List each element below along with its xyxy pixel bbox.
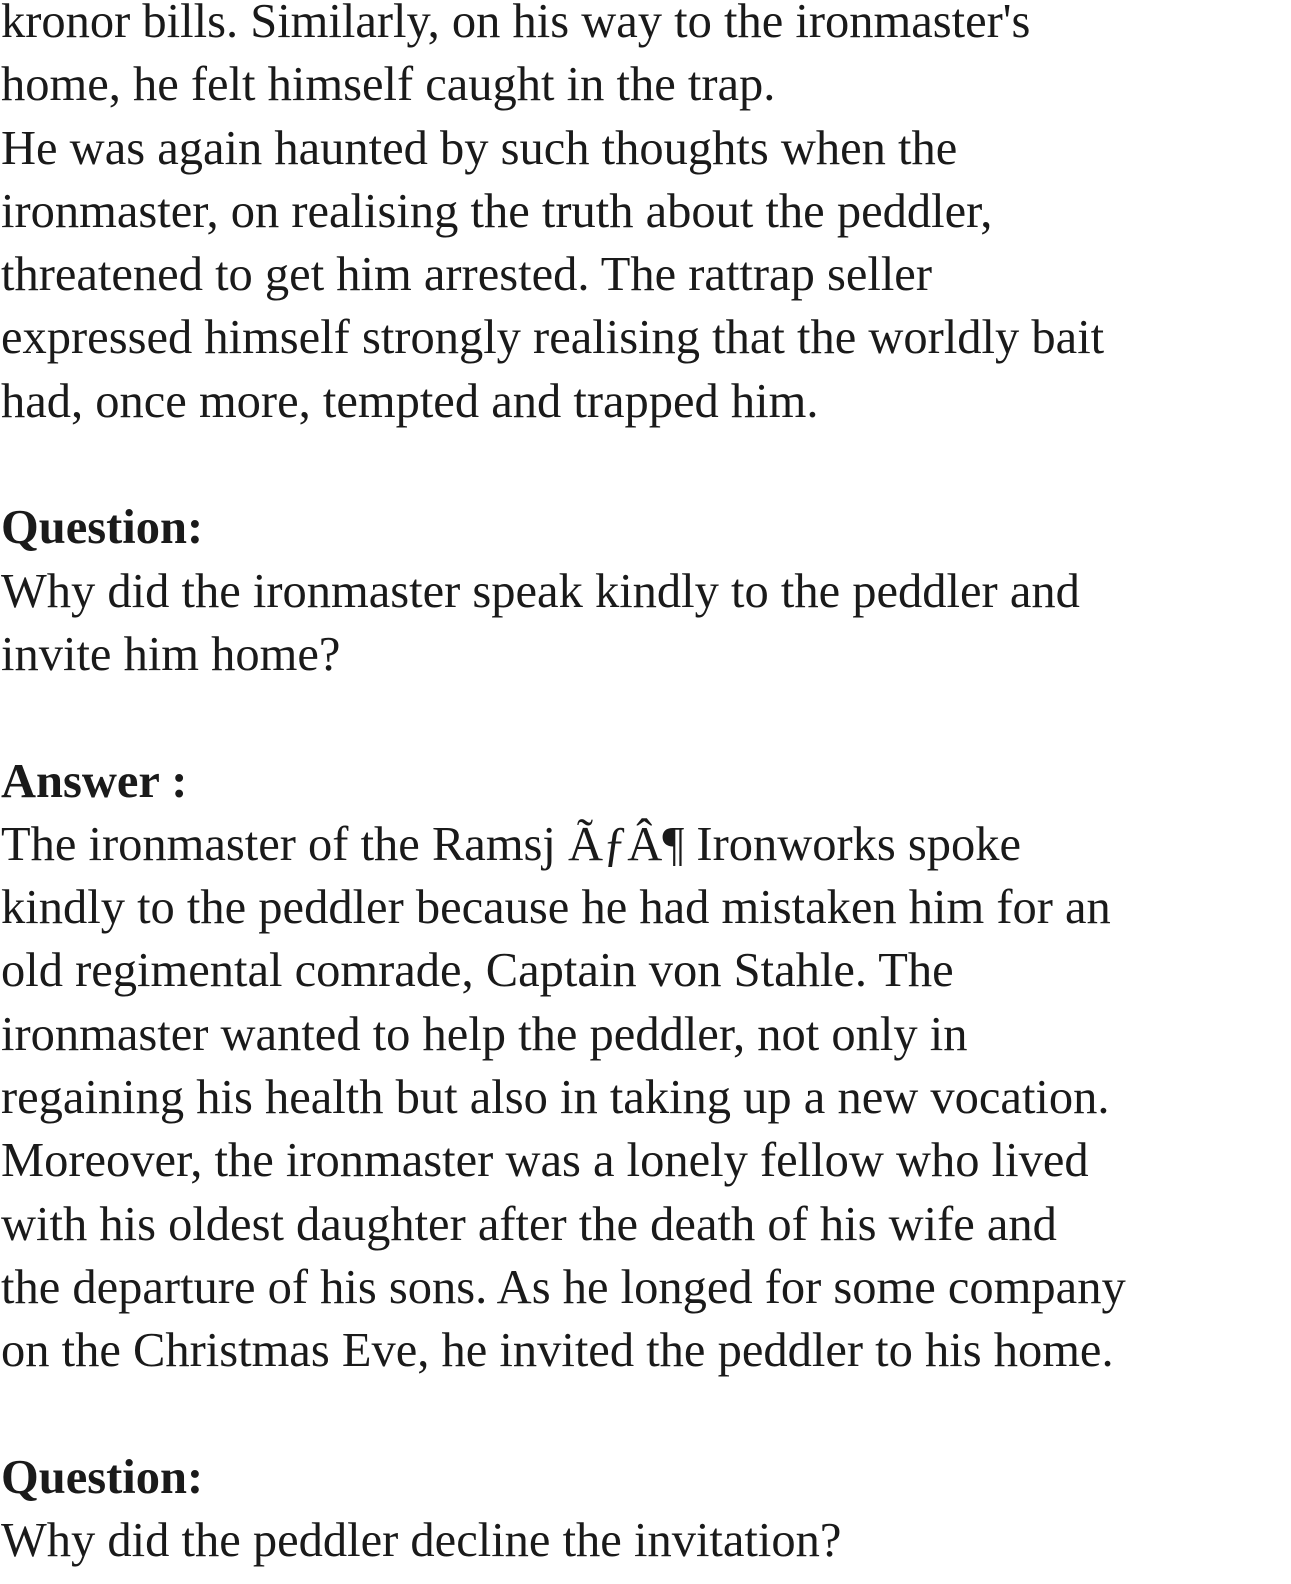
question-2 (1, 1446, 1126, 1573)
text-line: ironmaster wanted to help the peddler, not only in (1, 1007, 968, 1061)
text-line: had, once more, tempted and trapped him. (1, 374, 819, 428)
text-line: threatened to get him arrested. The rattrap seller (1, 248, 932, 302)
text-line: Why did the peddler decline the invitation? (1, 1514, 842, 1568)
passage-paragraph (1, 0, 1126, 433)
text-line: expressed himself strongly realising that the worldly bait (1, 311, 1105, 365)
text-line: regaining his health but also in taking up a new vocation. (1, 1071, 1110, 1125)
text-line: ironmaster, on realising the truth about the peddler, (1, 184, 993, 238)
blank-line (1, 433, 1126, 496)
text-line: Why did the ironmaster speak kindly to the peddler and (1, 564, 1080, 618)
blank-line (1, 1383, 1126, 1446)
text-line: kronor bills. Similarly, on his way to the ironmaster's (1, 0, 1031, 48)
text-line: invite him home? (1, 627, 341, 681)
text-line: He was again haunted by such thoughts when the (1, 121, 958, 175)
text-line: on the Christmas Eve, he invited the peddler to his home. (1, 1324, 1114, 1378)
text-line: kindly to the peddler because he had mistaken him for an (1, 881, 1111, 935)
answer-1 (1, 750, 1126, 1383)
question-heading: Question: (1, 501, 204, 555)
question-heading: Question: (1, 1450, 204, 1504)
text-line: Moreover, the ironmaster was a lonely fellow who lived (1, 1134, 1089, 1188)
document-page (1, 0, 1126, 1572)
question-1 (1, 496, 1126, 686)
text-line: The ironmaster of the Ramsj ÃƒÂ¶ Ironworks spoke (1, 817, 1022, 871)
answer-heading: Answer : (1, 754, 188, 808)
blank-line (1, 686, 1126, 749)
text-line: home, he felt himself caught in the trap. (1, 58, 776, 112)
text-line: the departure of his sons. As he longed for some company (1, 1260, 1126, 1314)
text-line: with his oldest daughter after the death of his wife and (1, 1197, 1057, 1251)
text-line: old regimental comrade, Captain von Stahle. The (1, 944, 954, 998)
